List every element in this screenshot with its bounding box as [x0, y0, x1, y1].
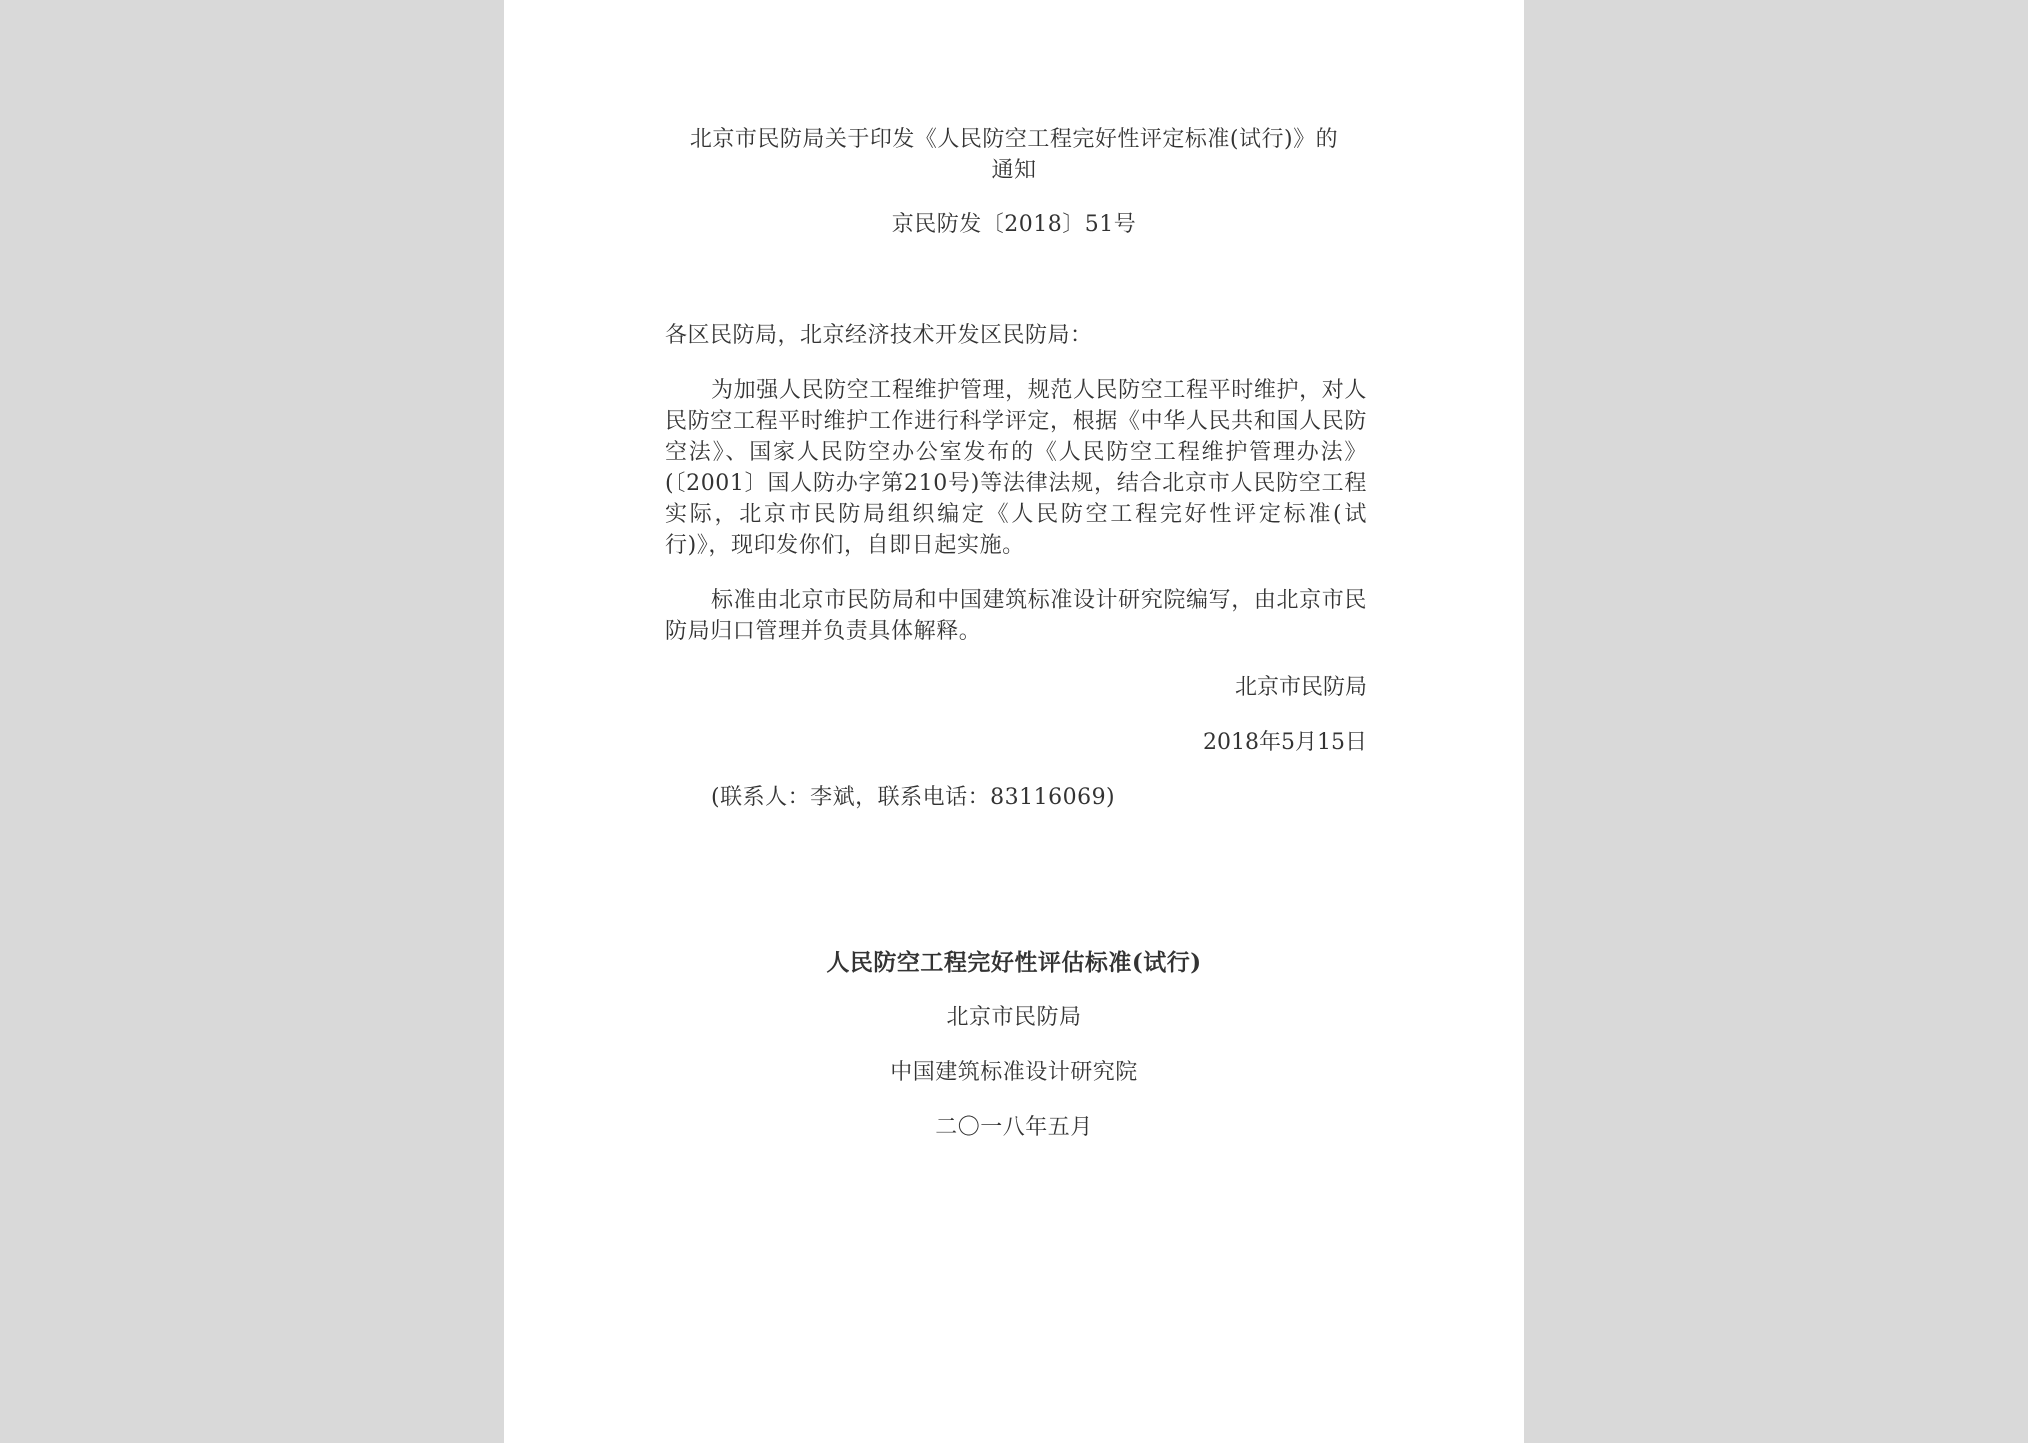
- signature-org: 北京市民防局: [1234, 675, 1367, 700]
- notice-title-line1: 北京市民防局关于印发《人民防空工程完好性评定标准(试行)》的: [689, 127, 1339, 152]
- contact-info: (联系人：李斌，联系电话：83116069): [711, 785, 1116, 810]
- document-number: 京民防发〔2018〕51号: [891, 212, 1137, 237]
- cover-org-2: 中国建筑标准设计研究院: [890, 1060, 1138, 1085]
- notice-title-line2: 通知: [991, 158, 1037, 183]
- salutation: 各区民防局，北京经济技术开发区民防局：: [665, 323, 1093, 348]
- cover-org-1: 北京市民防局: [946, 1005, 1082, 1030]
- cover-date: 二〇一八年五月: [935, 1115, 1093, 1140]
- body-paragraph-2: 标准由北京市民防局和中国建筑标准设计研究院编写，由北京市民防局归口管理并负责具体解释。: [665, 588, 1367, 644]
- cover-title: 人民防空工程完好性评估标准(试行): [826, 949, 1202, 976]
- body-paragraph-1: 为加强人民防空工程维护管理，规范人民防空工程平时维护，对人民防空工程平时维护工作进行科学评定，根据《中华人民共和国人民防空法》、国家人民防空办公室发布的《人民防空工程维护管理办法》(〔2001〕国人防办字第210号)等法律法规，结合北京市人民防空工程实际，北京市民防局组织编定《人民防空工程完好性评定标准(试行)》，现印发你们，自即日起实施。: [665, 378, 1367, 558]
- signature-date: 2018年5月15日: [1203, 730, 1367, 755]
- document-page: [504, 0, 1524, 1443]
